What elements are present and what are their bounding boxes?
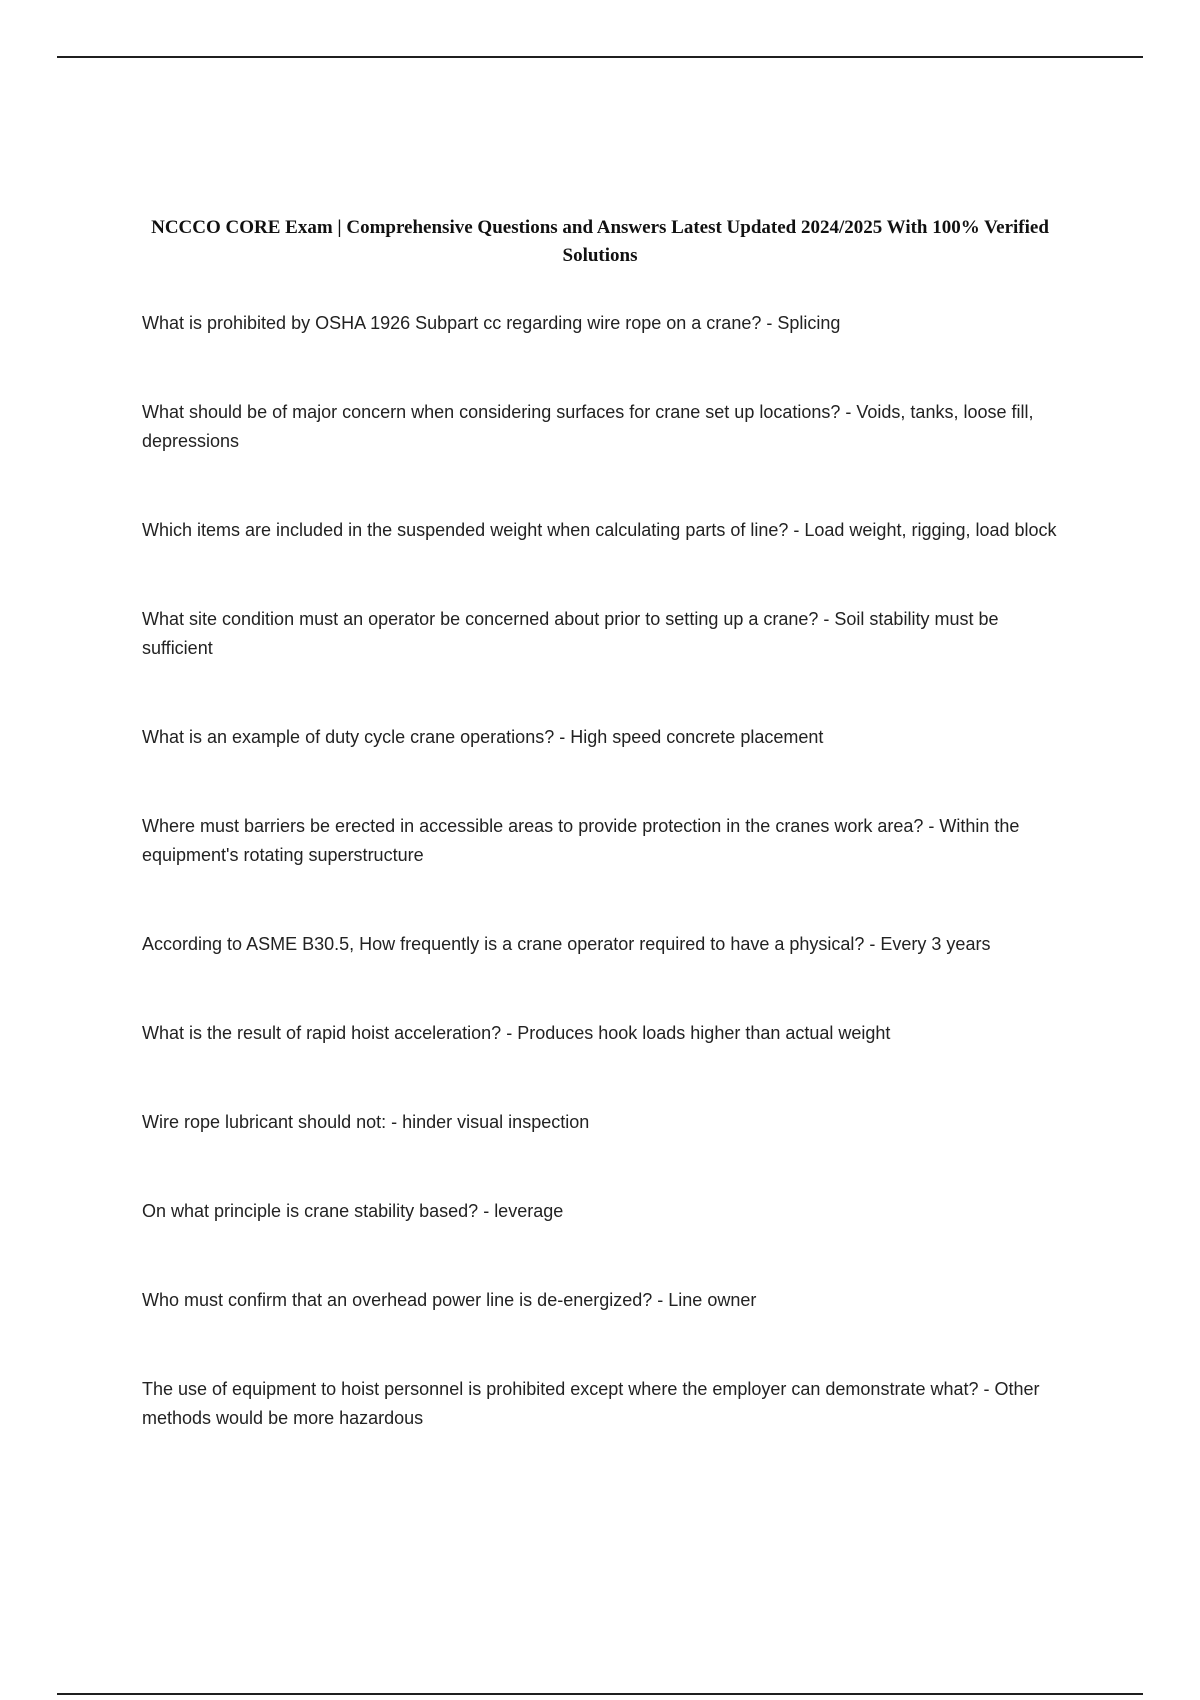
answer-text: hinder visual inspection — [402, 1112, 590, 1132]
qa-separator — [652, 1290, 668, 1310]
answer-text: leverage — [494, 1201, 564, 1221]
qa-list — [142, 309, 1062, 1493]
bottom-divider — [57, 1693, 1143, 1695]
question-text: What is prohibited by OSHA 1926 Subpart cc regarding wire rope on a crane? — [142, 313, 762, 333]
qa-separator — [864, 934, 880, 954]
qa-separator — [478, 1201, 494, 1221]
qa-separator — [788, 520, 804, 540]
question-text: The use of equipment to hoist personnel is prohibited except where the employer can demonstrate what? — [142, 1379, 979, 1399]
qa-separator — [761, 313, 777, 333]
qa-item — [142, 1286, 1062, 1315]
question-text: What site condition must an operator be concerned about prior to setting up a crane? — [142, 609, 819, 629]
answer-text: Other methods would be more hazardous — [142, 1379, 1040, 1428]
answer-text: Every 3 years — [880, 934, 991, 954]
qa-separator — [923, 816, 939, 836]
question-text: Which items are included in the suspended weight when calculating parts of line? — [142, 520, 789, 540]
answer-text: Load weight, rigging, load block — [804, 520, 1057, 540]
qa-item — [142, 930, 1062, 959]
qa-item — [142, 1375, 1062, 1433]
qa-item — [142, 516, 1062, 545]
answer-text: Splicing — [777, 313, 841, 333]
document-title: NCCCO CORE Exam | Comprehensive Questions and Answers Latest Updated 2024/2025 With 100% Verified Solutions — [151, 217, 1049, 266]
question-text: What is the result of rapid hoist acceleration? — [142, 1023, 502, 1043]
question-text: What should be of major concern when considering surfaces for crane set up locations? — [142, 402, 841, 422]
qa-separator — [501, 1023, 517, 1043]
answer-text: Within the equipment's rotating superstructure — [142, 816, 1020, 865]
answer-text: Voids, tanks, loose fill, depressions — [142, 402, 1034, 451]
qa-separator — [386, 1112, 402, 1132]
answer-text: High speed concrete placement — [570, 727, 824, 747]
answer-text: Soil stability must be sufficient — [142, 609, 999, 658]
qa-separator — [818, 609, 834, 629]
qa-item — [142, 309, 1062, 338]
question-text: According to ASME B30.5, How frequently is a crane operator required to have a physical? — [142, 934, 865, 954]
qa-separator — [840, 402, 856, 422]
qa-item — [142, 605, 1062, 663]
top-divider — [57, 56, 1143, 58]
answer-text: Produces hook loads higher than actual weight — [517, 1023, 891, 1043]
qa-separator — [554, 727, 570, 747]
qa-separator — [979, 1379, 995, 1399]
qa-item — [142, 398, 1062, 456]
question-text: Wire rope lubricant should not: — [142, 1112, 387, 1132]
question-text: Where must barriers be erected in accessible areas to provide protection in the cranes work area? — [142, 816, 924, 836]
qa-item — [142, 1197, 1062, 1226]
qa-item — [142, 723, 1062, 752]
qa-item — [142, 1108, 1062, 1137]
qa-item — [142, 812, 1062, 870]
question-text: On what principle is crane stability based? — [142, 1201, 479, 1221]
qa-item — [142, 1019, 1062, 1048]
question-text: Who must confirm that an overhead power line is de-energized? — [142, 1290, 653, 1310]
answer-text: Line owner — [668, 1290, 757, 1310]
question-text: What is an example of duty cycle crane operations? — [142, 727, 555, 747]
